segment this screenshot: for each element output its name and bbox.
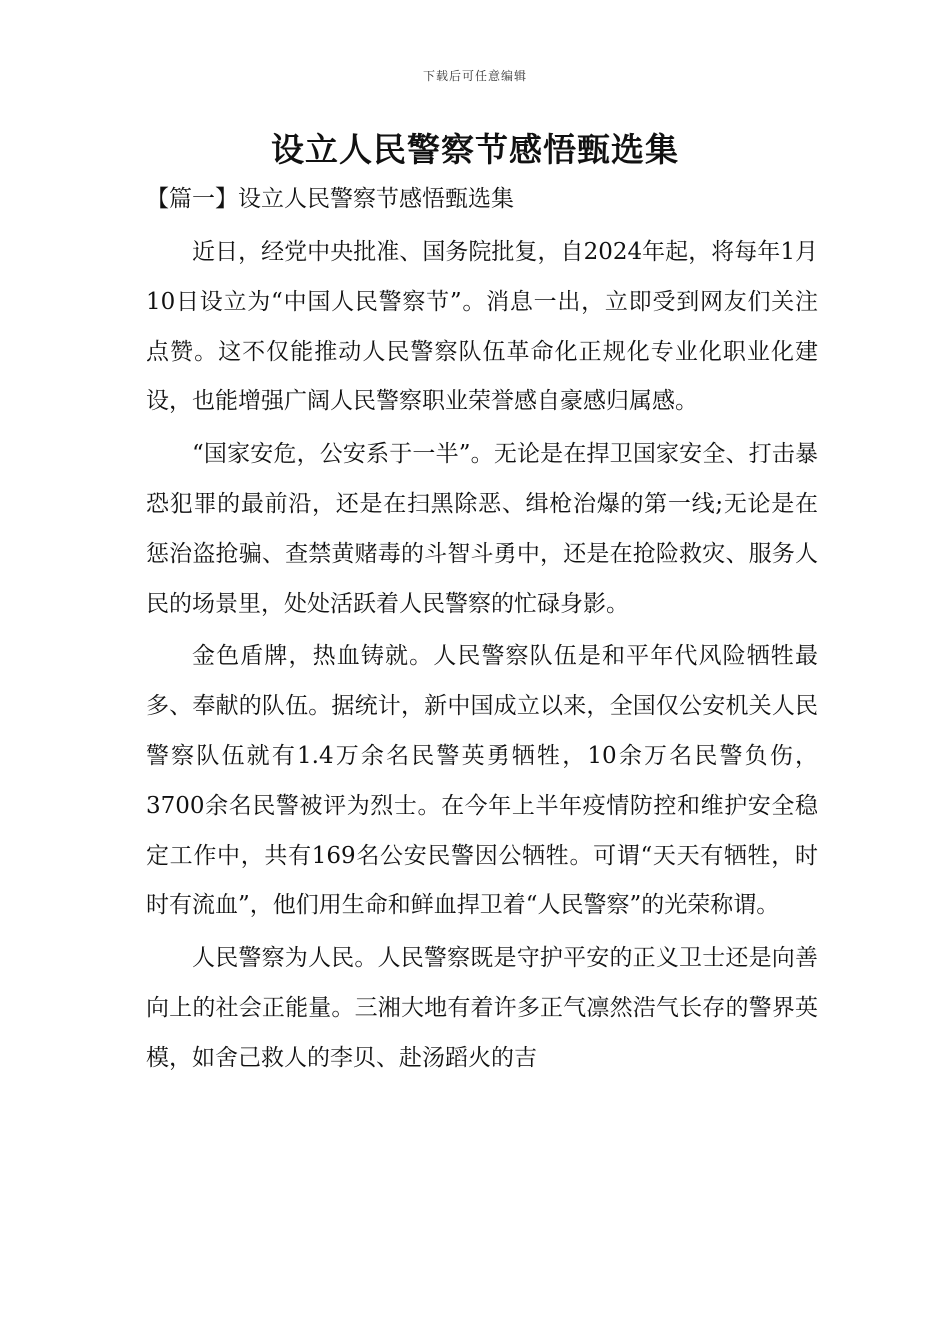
paragraph-1: 近日，经党中央批准、国务院批复，自2024年起，将每年1月10日设立为“中国人民警察节”。消息一出，立即受到网友们关注点赞。这不仅能推动人民警察队伍革命化正规化专业化职业化建设，也能增强广阔人民警察职业荣誉感自豪感归属感。: [146, 239, 818, 415]
section-heading: 【篇一】设立人民警察节感悟甄选集: [146, 186, 514, 212]
document-title: 设立人民警察节感悟甄选集: [271, 130, 679, 169]
paragraph-4: 人民警察为人民。人民警察既是守护平安的正义卫士还是向善向上的社会正能量。三湘大地有着许多正气凛然浩气长存的警界英模，如舍己救人的李贝、赴汤蹈火的吉: [146, 945, 818, 1071]
document-body: [146, 228, 818, 1087]
paragraph-2: “国家安危，公安系于一半”。无论是在捍卫国家安全、打击暴恐犯罪的最前沿，还是在扫黑除恶、缉枪治爆的第一线;无论是在惩治盗抢骗、查禁黄赌毒的斗智斗勇中，还是在抢险救灾、服务人民的场景里，处处活跃着人民警察的忙碌身影。: [146, 441, 818, 617]
header-note: 下载后可任意编辑: [422, 69, 527, 83]
paragraph-3: 金色盾牌，热血铸就。人民警察队伍是和平年代风险牺牲最多、奉献的队伍。据统计，新中国成立以来，全国仅公安机关人民警察队伍就有1.4万余名民警英勇牺牲，10余万名民警负伤，3700余名民警被评为烈士。在今年上半年疫情防控和维护安全稳定工作中，共有169名公安民警因公牺牲。可谓“天天有牺牲，时时有流血”，他们用生命和鲜血捍卫着“人民警察”的光荣称谓。: [146, 643, 818, 919]
